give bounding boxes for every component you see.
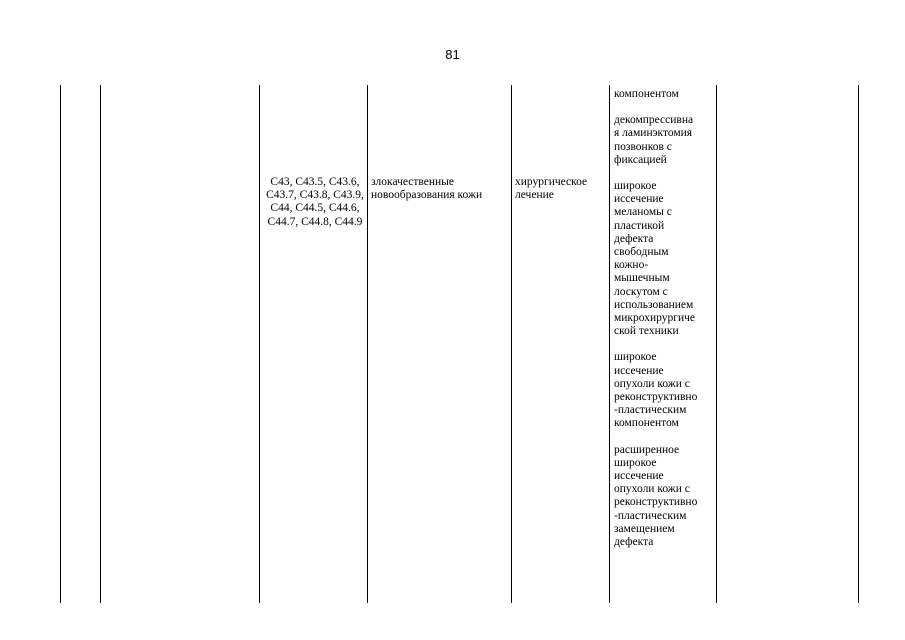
method-item: компонентом (614, 88, 679, 100)
table-border-6 (609, 85, 610, 603)
treatment-methods-cell (614, 88, 716, 549)
icd-codes-cell: С43, С43.5, С43.6, С43.7, С43.8, С43.9, С44, С44.5, С44.6, С44.7, С44.8, С44.9 (266, 176, 364, 228)
table-border-5 (511, 85, 512, 603)
diagnosis-cell: злокачественные новообразования кожи (371, 176, 483, 202)
method-item: декомпрессивна я ламинэктомия позвонков с фиксацией (614, 114, 694, 166)
table-border-3 (259, 85, 260, 603)
page-number: 81 (445, 47, 460, 62)
method-item: широкое иссечение меланомы с пластикой дефекта свободным кожно- мышечным лоскутом с использованием микрохирургиче ской техники (614, 180, 695, 338)
treatment-type-cell: хирургическое лечение (515, 176, 588, 202)
table-border-8 (858, 85, 859, 603)
table-border-1 (60, 85, 61, 603)
table-border-2 (100, 85, 101, 603)
table-border-4 (367, 85, 368, 603)
method-item: расширенное широкое иссечение опухоли кожи с реконструктивно -пластическим замещением дефекта (614, 443, 698, 549)
method-item: широкое иссечение опухоли кожи с реконструктивно -пластическим компонентом (614, 351, 698, 430)
table-border-7 (716, 85, 717, 603)
